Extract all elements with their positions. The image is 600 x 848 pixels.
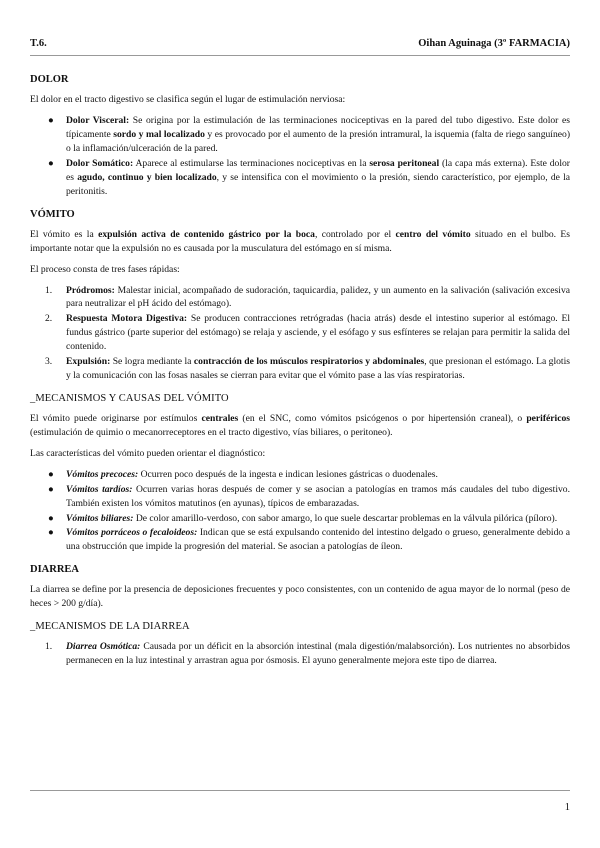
text: Indican que se está expulsando contenido del intestino delgado o grueso, generalmente debido a una obstrucción que impide la progresión del material. Se asocian a patologías de íleon. [66,527,570,553]
document-body [30,64,570,675]
text: Ocurren varias horas después de comer y se asocian a patologías en tramos más caudales del tubo digestivo. También existen los vómitos matutinos (en ayunas), típicos de embarazadas. [66,483,570,509]
term: Diarrea Osmótica: [66,641,141,653]
list-item [30,312,570,354]
text: El vómito puede originarse por estímulos [30,413,202,425]
paragraph [30,228,570,256]
text: (en el SNC, como vómitos psicógenos o por hipertensión craneal), o [238,413,527,425]
term: Expulsión: [66,356,111,368]
term: Vómitos precoces: [66,468,139,480]
emphasis: sordo y mal localizado [113,129,205,141]
list-item [30,512,570,526]
paragraph: El dolor en el tracto digestivo se clasifica según el lugar de estimulación nerviosa: [30,94,346,106]
list-number: 2. [45,313,53,325]
list-item [30,640,570,668]
header-divider [30,55,570,56]
emphasis: serosa peritoneal [369,157,440,169]
section-title-dolor: DOLOR [30,74,69,85]
list-number: 1. [45,284,53,296]
bullet-list-tipos-vomito [30,468,570,554]
text: situado en el bulbo. Es importante notar que la expulsión no es causada por la musculatura del estómago en sí misma. [30,228,571,254]
paragraph: La diarrea se define por la presencia de deposiciones frecuentes y poco consistentes, con un contenido de agua mayor de lo normal (peso de heces > 200 g/día). [30,584,570,610]
text: De color amarillo-verdoso, con sabor amargo, lo que suele descartar problemas en la válvula pilórica (píloro). [133,512,558,524]
header-author: Oihan Aguinaga (3º FARMACIA) [418,38,570,49]
text: , controlado por el [314,228,396,240]
bullet-icon: ● [48,157,54,169]
text: , que presionan el estómago. La glotis y la comunicación con las fosas nasales se cierran para evitar que el vómito pase a las vías respiratorias. [66,356,570,381]
subsection-title-mecanismos-vomito: _MECANISMOS Y CAUSAS DEL VÓMITO [30,392,229,404]
term: Dolor Somático: [66,157,134,169]
term: Pródromos: [66,284,115,296]
emphasis: centro del vómito [395,228,471,240]
list-item [30,284,570,312]
bullet-icon: ● [48,527,54,539]
numbered-list-diarrea [30,640,570,668]
emphasis: agudo, continuo y bien localizado [77,171,217,183]
section-title-vomito: VÓMITO [30,208,75,220]
text: Malestar inicial, acompañado de sudoración, taquicardia, palidez, y un aumento en la salivación (salivación excesiva para neutralizar el pH ácido del estómago). [66,284,570,310]
list-item [30,157,570,199]
bullet-icon: ● [48,468,54,480]
term: Vómitos biliares: [66,512,134,524]
term: Respuesta Motora Digestiva: [66,313,188,325]
emphasis: periféricos [526,413,570,425]
text: El vómito es la [30,228,99,240]
paragraph [30,412,570,440]
page-number: 1 [564,802,570,813]
text: Ocurren poco después de la ingesta e indican lesiones gástricas o duodenales. [138,468,438,480]
text: Se producen contracciones retrógradas (hacia atrás) desde el intestino superior al estómago. El fundus gástrico (parte superior del estómago) se relaja y asciende, y el esófago y sus esfínteres se relajan para permitir la salida del contenido. [66,313,570,353]
footer-divider [30,790,570,791]
text: (la capa más externa). Este dolor es [66,157,571,183]
text: Aparece al estimularse las terminaciones nociceptivas en la [133,157,370,169]
list-number: 3. [45,356,53,368]
text: (estimulación de quimio o mecanorreceptores en el tracto digestivo, vías biliares, o peritoneo). [30,426,393,438]
text: Se origina por la estimulación de las terminaciones nociceptivas en la pared del tubo digestivo. Este dolor es típicamente [66,115,570,141]
header-left: T.6. [30,38,47,49]
term: Vómitos porráceos o fecaloideos: [66,527,198,539]
numbered-list-fases [30,284,570,383]
list-item [30,114,570,156]
page-header [30,36,570,50]
emphasis: centrales [201,413,239,425]
section-title-diarrea: DIARREA [30,564,80,576]
term: Dolor Visceral: [66,115,130,127]
list-item [30,355,570,383]
text: , y se intensifica con el movimiento o la presión, siendo característico, por ejemplo, de la peritonitis. [66,171,571,197]
paragraph: Las características del vómito pueden orientar el diagnóstico: [30,447,266,459]
list-number: 1. [45,641,53,653]
emphasis: expulsión activa de contenido gástrico por la boca [98,228,315,240]
paragraph: El proceso consta de tres fases rápidas: [30,263,180,275]
text: Causada por un déficit en la absorción intestinal (mala digestión/malabsorción). Los nutrientes no absorbidos permanecen en la luz intestinal y arrastran agua por ósmosis. El ayuno generalmente mejora este tipo de diarrea. [66,641,570,667]
list-item [30,526,570,554]
list-item [30,468,570,482]
subsection-title-mecanismos-diarrea: _MECANISMOS DE LA DIARREA [30,621,190,633]
bullet-icon: ● [48,512,54,524]
emphasis: contracción de los músculos respiratorios y abdominales [193,356,425,368]
term: Vómitos tardíos: [66,483,133,495]
list-item [30,483,570,511]
text: y es provocado por el aumento de la presión intramural, la isquemia (falta de riego sanguíneo) o la inflamación/ulceración de la pared. [66,129,571,154]
text: Se logra mediante la [110,356,194,368]
bullet-icon: ● [48,483,54,495]
bullet-icon: ● [48,115,54,127]
bullet-list-dolor [30,114,570,198]
